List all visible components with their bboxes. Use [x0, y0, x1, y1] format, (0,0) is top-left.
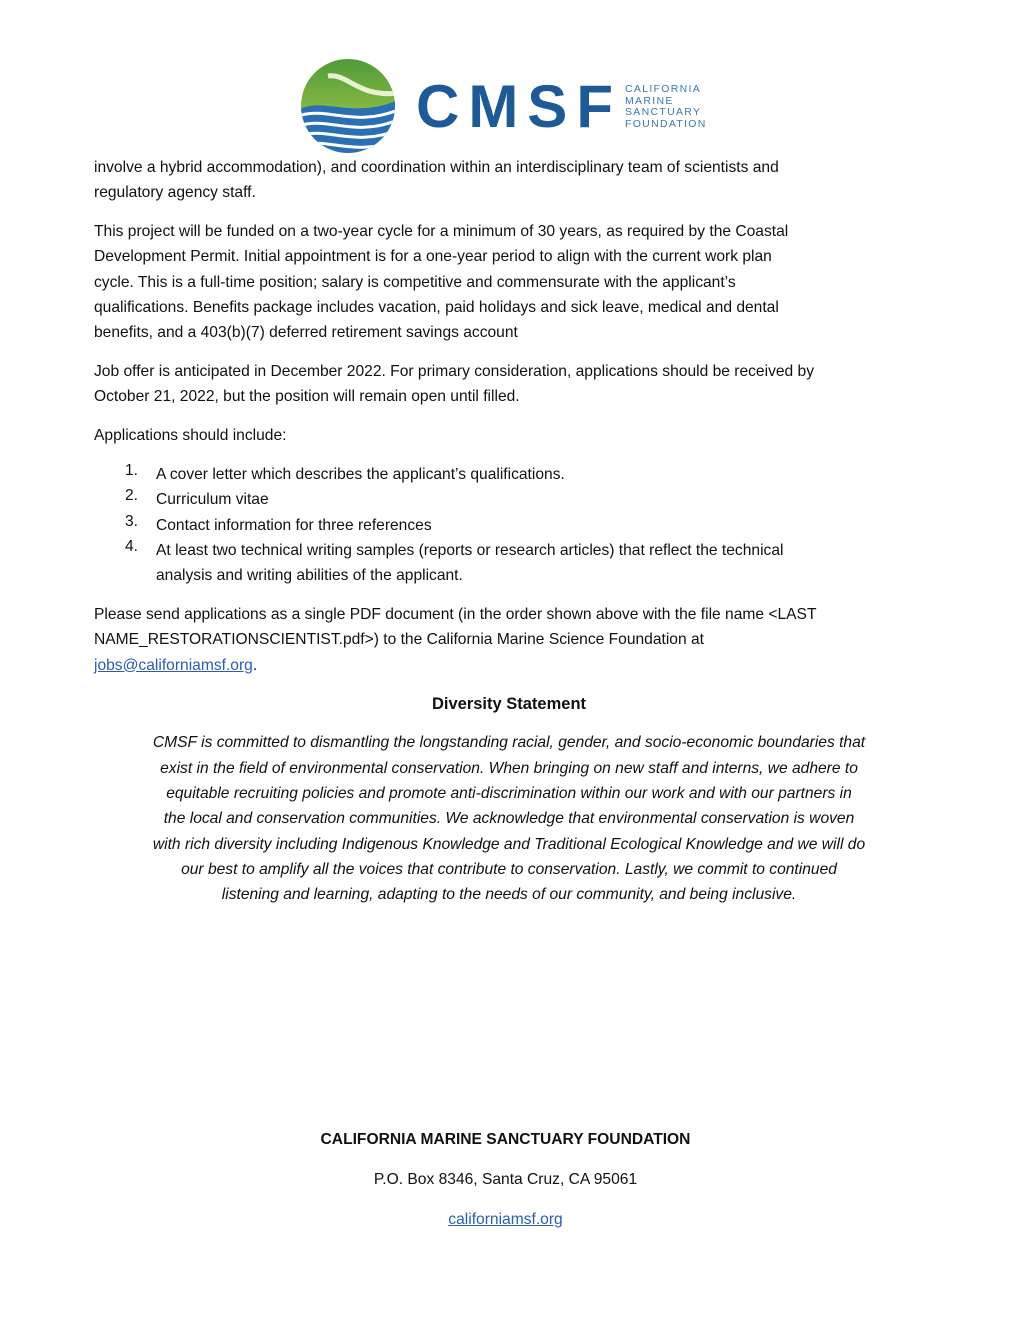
- list-item: 3. Contact information for three references: [125, 512, 432, 534]
- diversity-statement: CMSF is committed to dismantling the longstanding racial, gender, and socio-economic boundaries that exist in the field of environmental conservation. When bringing on new staff and interns, we adhere to equitable recruiting policies and promote anti-discrimination within our work and with our partners in the local and conservation communities. We acknowledge that environmental conservation is woven with rich diversity including Indigenous Knowledge and Traditional Ecological Knowledge and we will do our best to amplify all the voices that contribute to conservation. Lastly, we commit to continued listening and learning, adapting to the needs of our community, and being inclusive.: [152, 734, 866, 904]
- website-link[interactable]: californiamsf.org: [448, 1211, 563, 1228]
- list-item: 2. Curriculum vitae: [125, 487, 269, 509]
- logo-acronym: CMSF: [416, 73, 622, 140]
- application-requirements-list: [94, 462, 924, 588]
- paragraph-job-offer: Job offer is anticipated in December 2022. For primary consideration, applications should be received by October 21, 2022, but the position will remain open until filled.: [94, 363, 815, 406]
- paragraph-funding: This project will be funded on a two-year cycle for a minimum of 30 years, as required by the Coastal Development Permit. Initial appointment is for a one-year period to align with the current work plan cycle. This is a full-time position; salary is competitive and commensurate with the applicant’s qualifications. Benefits package includes vacation, paid holidays and sick leave, medical and dental benefits, and a 403(b)(7) deferred retirement savings account: [94, 223, 789, 342]
- wave-globe-icon: [298, 58, 398, 158]
- logo-full-name: CALIFORNIA MARINE SANCTUARY FOUNDATION: [625, 83, 707, 130]
- paragraph-applications-intro: Applications should include:: [94, 427, 287, 445]
- diversity-heading: Diversity Statement: [431, 695, 587, 714]
- paragraph-send-applications: Please send applications as a single PDF document (in the order shown above with the file name <LAST NAME_RESTORATIONSCIENTIST.pdf>) to the California Marine Science Foundation at jobs@californiamsf.org.: [94, 605, 817, 674]
- footer-address: P.O. Box 8346, Santa Cruz, CA 95061: [373, 1171, 638, 1188]
- paragraph-accommodation: involve a hybrid accommodation), and coordination within an interdisciplinary team of scientists and regulatory agency staff.: [94, 159, 779, 202]
- email-link[interactable]: jobs@californiamsf.org: [94, 656, 253, 674]
- cmsf-logo: [298, 58, 718, 158]
- document-body: [94, 155, 924, 907]
- list-item: 1. A cover letter which describes the applicant’s qualifications.: [125, 461, 565, 483]
- list-item: 4. At least two technical writing samples (reports or research articles) that reflect the technical analysis and writing abilities of the applicant.: [125, 537, 784, 585]
- footer-org-name: CALIFORNIA MARINE SANCTUARY FOUNDATION: [320, 1131, 691, 1148]
